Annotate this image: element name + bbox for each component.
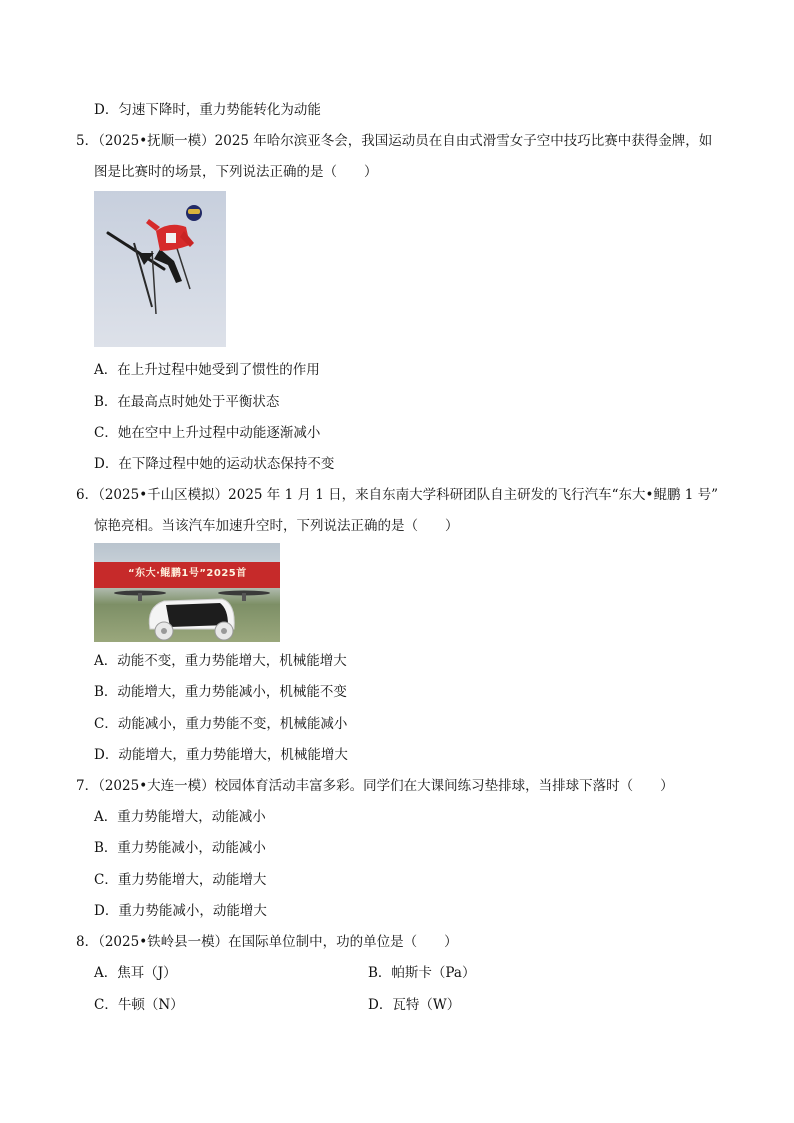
q7-option-a: A．重力势能增大，动能减小 [94,809,266,825]
q6-flying-car-photo [94,543,280,642]
q8-option-d: D．瓦特（W） [368,997,461,1013]
q6-option-b: B．动能增大，重力势能减小，机械能不变 [94,684,347,700]
q5-option-b: B．在最高点时她处于平衡状态 [94,394,280,410]
q7-option-b: B．重力势能减小，动能减小 [94,840,266,856]
photo-banner-text: “东大·鲲鹏1号”2025首 [128,568,247,579]
q7-stem: 7．（2025•大连一模）校园体育活动丰富多彩。同学们在大课间练习垫排球，当排球下落时（ ） [76,778,674,794]
q8-option-c: C．牛顿（N） [94,997,184,1013]
q5-option-d: D．在下降过程中她的运动状态保持不变 [94,456,335,472]
q6-option-a: A．动能不变，重力势能增大，机械能增大 [94,653,347,669]
q5-option-a: A．在上升过程中她受到了惯性的作用 [94,362,320,378]
q7-option-c: C．重力势能增大，动能增大 [94,872,267,888]
q8-option-b: B．帕斯卡（Pa） [368,965,476,981]
q6-option-c: C．动能减小，重力势能不变，机械能减小 [94,716,348,732]
q5-stem-line2: 图是比赛时的场景，下列说法正确的是（ ） [94,164,378,180]
q4-option-d: D．匀速下降时，重力势能转化为动能 [94,102,321,118]
q5-stem-line1: 5．（2025•抚顺一模）2025 年哈尔滨亚冬会，我国运动员在自由式滑雪女子空中技巧比赛中获得金牌，如 [76,133,713,149]
skier-illustration [94,191,226,347]
q5-skier-photo [94,191,226,347]
q6-stem-line1: 6．（2025•千山区模拟）2025 年 1 月 1 日，来自东南大学科研团队自主研发的飞行汽车“东大•鲲鹏 1 号” [76,487,719,503]
q7-option-d: D．重力势能减小，动能增大 [94,903,267,919]
q6-option-d: D．动能增大，重力势能增大，机械能增大 [94,747,348,763]
flying-car-illustration [94,543,280,642]
q8-stem: 8．（2025•铁岭县一模）在国际单位制中，功的单位是（ ） [76,934,458,950]
q6-stem-line2: 惊艳亮相。当该汽车加速升空时，下列说法正确的是（ ） [94,518,459,534]
q8-option-a: A．焦耳（J） [94,965,177,981]
q5-option-c: C．她在空中上升过程中动能逐渐减小 [94,425,321,441]
